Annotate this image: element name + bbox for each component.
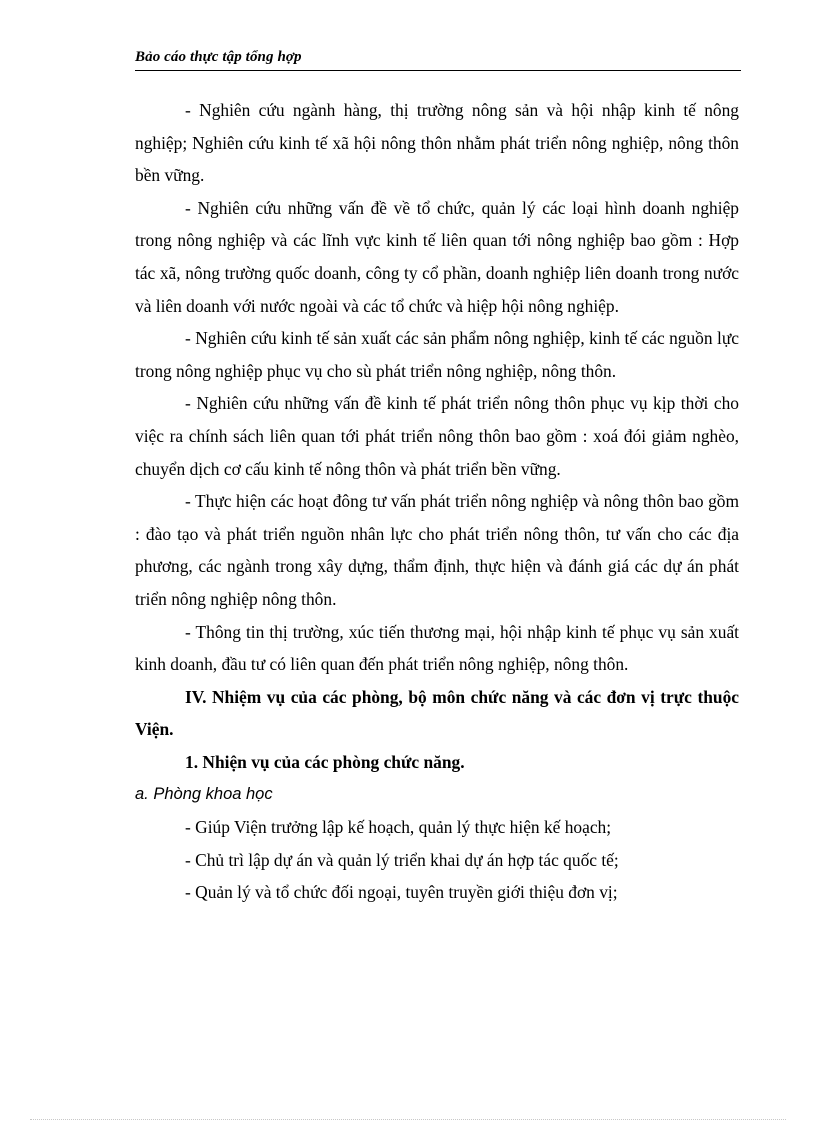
document-body xyxy=(135,94,739,909)
paragraph-consulting-activities: - Thực hiện các hoạt đông tư vấn phát triển nông nghiệp và nông thôn bao gồm : đào tạo và phát triển nguồn nhân lực cho phát triển nông thôn, tư vấn cho các địa phương, các ngành trong xây dựng, thẩm định, thực hiện và đánh giá các dự án phát triển nông nghiệp nông thôn. xyxy=(135,491,739,609)
item-label: a. Phòng khoa học xyxy=(135,785,273,804)
paragraph-research-sector-markets: - Nghiên cứu ngành hàng, thị trường nông sản và hội nhập kinh tế nông nghiệp; Nghiên cứu kinh tế xã hội nông thôn nhằm phát triển nông nghiệp, nông thôn bền vững. xyxy=(135,100,739,186)
header-title: Bảo cáo thực tập tổng hợp xyxy=(135,49,302,65)
section-heading: IV. Nhiệm vụ của các phòng, bộ môn chức năng và các đơn vị trực thuộc Viện. xyxy=(135,686,739,740)
paragraph-research-rural-development: - Nghiên cứu những vấn đề kinh tế phát triển nông thôn phục vụ kịp thời cho việc ra chính sách liên quan tới phát triển nông thôn bao gồm : xoá đói giảm nghèo, chuyển dịch cơ cấu kinh tế nông thôn và phát triển bền vững. xyxy=(135,393,739,479)
list-item: - Giúp Viện trưởng lập kế hoạch, quản lý thực hiện kế hoạch; xyxy=(185,817,612,838)
sub-heading: 1. Nhiện vụ của các phòng chức năng. xyxy=(185,751,465,772)
page-header xyxy=(135,48,741,71)
paragraph-research-production-economics: - Nghiên cứu kinh tế sản xuất các sản phẩm nông nghiệp, kinh tế các nguồn lực trong nông nghiệp phục vụ cho sù phát triển nông nghiệp, nông thôn. xyxy=(135,328,739,381)
list-item: - Quản lý và tổ chức đối ngoại, tuyên truyền giới thiệu đơn vị; xyxy=(185,882,618,903)
page-bottom-divider xyxy=(30,1119,786,1120)
list-item: - Chủ trì lập dự án và quản lý triển khai dự án hợp tác quốc tế; xyxy=(185,849,619,870)
paragraph-research-organization: - Nghiên cứu những vấn đề về tổ chức, quản lý các loại hình doanh nghiệp trong nông nghiệp và các lĩnh vực kinh tế liên quan tới nông nghiệp bao gồm : Hợp tác xã, nông trường quốc doanh, công ty cổ phần, doanh nghiệp liên doanh trong nước và liên doanh với nước ngoài và các tổ chức và hiệp hội nông nghiệp. xyxy=(135,197,739,316)
paragraph-market-information: - Thông tin thị trường, xúc tiến thương mại, hội nhập kinh tế phục vụ sản xuất kinh doanh, đầu tư có liên quan đến phát triển nông nghiệp, nông thôn. xyxy=(135,621,739,675)
